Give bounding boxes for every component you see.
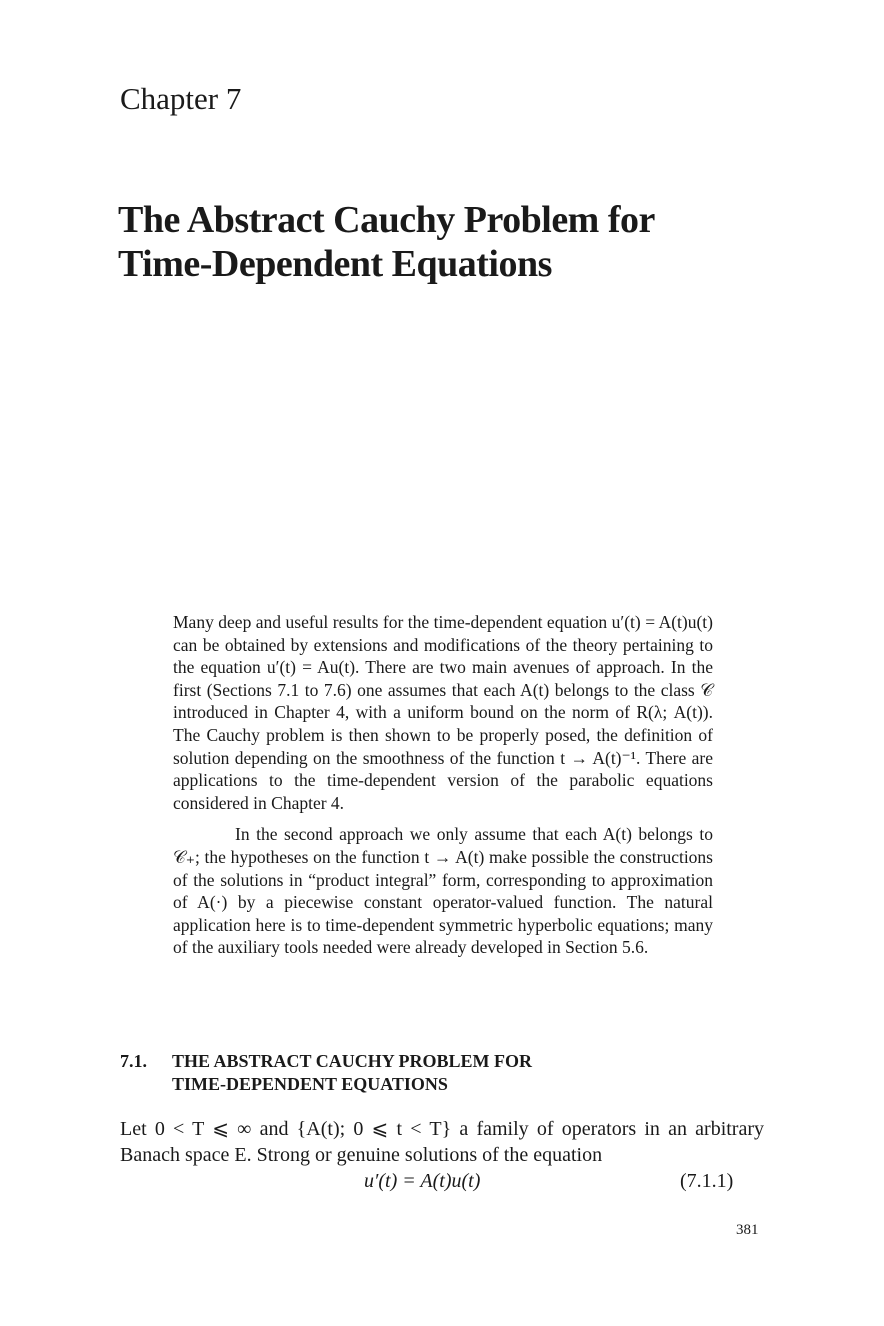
body-paragraph: Let 0 < T ⩽ ∞ and {A(t); 0 ⩽ t < T} a family of operators in an arbitrary Banach space E. Strong or genuine solutions of the equation <box>120 1118 764 1166</box>
chapter-title-line-1: The Abstract Cauchy Problem for <box>118 199 655 241</box>
chapter-title <box>118 198 818 286</box>
chapter-introduction <box>173 611 713 959</box>
chapter-title-line-2: Time-Dependent Equations <box>118 243 552 285</box>
chapter-label: Chapter 7 <box>120 81 242 116</box>
intro-paragraph-2: In the second approach we only assume that each A(t) belongs to 𝒞₊; the hypotheses on the function t → A(t) make possible the constructions of the solutions in “product integral” form, corresponding to approximation of A(·) by a piecewise constant operator-valued function. The natural application here is to time-dependent symmetric hyperbolic equations; many of the auxiliary tools needed were already developed in Section 5.6. <box>173 824 713 958</box>
equation-number: (7.1.1) <box>680 1170 734 1192</box>
section-number: 7.1. <box>120 1051 147 1071</box>
display-equation: u′(t) = A(t)u(t) <box>364 1170 481 1192</box>
section-title-line-1: THE ABSTRACT CAUCHY PROBLEM FOR <box>172 1051 533 1071</box>
section-title-line-2: TIME-DEPENDENT EQUATIONS <box>172 1073 448 1094</box>
section-heading <box>120 1050 760 1095</box>
intro-paragraph-1: Many deep and useful results for the time-dependent equation u′(t) = A(t)u(t) can be obtained by extensions and modifications of the theory pertaining to the equation u′(t) = Au(t). There are two main avenues of approach. In the first (Sections 7.1 to 7.6) one assumes that each A(t) belongs to the class 𝒞 introduced in Chapter 4, with a uniform bound on the norm of R(λ; A(t)). The Cauchy problem is then shown to be properly posed, the definition of solution depending on the smoothness of the function t → A(t)⁻¹. There are applications to the time-dependent version of the parabolic equations considered in Chapter 4. <box>173 612 713 813</box>
page-number: 381 <box>736 1222 759 1238</box>
